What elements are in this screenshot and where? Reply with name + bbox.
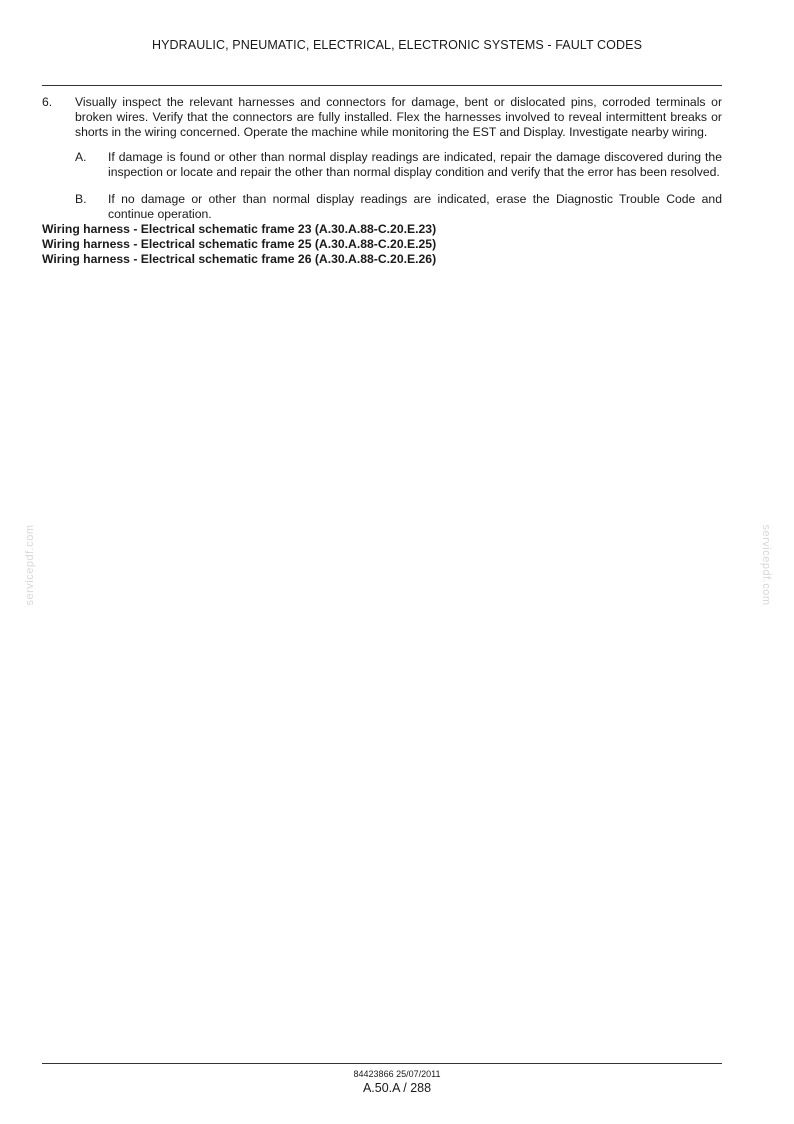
footer-divider (42, 1063, 722, 1064)
page-footer (0, 1068, 794, 1096)
document-code: 84423866 25/07/2011 (353, 1069, 441, 1079)
watermark-right: servicepdf.com (760, 524, 772, 606)
step-number: 6. (42, 95, 53, 109)
substep-letter: B. (75, 192, 87, 206)
page-header-title: HYDRAULIC, PNEUMATIC, ELECTRICAL, ELECTRONIC SYSTEMS - FAULT CODES (151, 38, 643, 52)
watermark-left: servicepdf.com (24, 524, 36, 606)
reference-links (42, 222, 722, 267)
substep-b (75, 192, 722, 222)
reference-link-frame-23[interactable]: Wiring harness - Electrical schematic frame 23 (A.30.A.88-C.20.E.23) (42, 222, 437, 236)
procedure-step (42, 95, 722, 140)
header-divider (42, 85, 722, 86)
substep-a (75, 150, 722, 180)
reference-link-frame-26[interactable]: Wiring harness - Electrical schematic frame 26 (A.30.A.88-C.20.E.26) (42, 252, 437, 266)
page-content (42, 95, 722, 267)
substep-text: If damage is found or other than normal display readings are indicated, repair the damage discovered during the inspection or locate and repair the other than normal display condition and verify that the error has been resolved. (108, 150, 722, 179)
substep-text: If no damage or other than normal display readings are indicated, erase the Diagnostic Trouble Code and continue operation. (108, 192, 722, 221)
page-number: A.50.A / 288 (362, 1081, 432, 1095)
substep-letter: A. (75, 150, 87, 164)
reference-link-frame-25[interactable]: Wiring harness - Electrical schematic frame 25 (A.30.A.88-C.20.E.25) (42, 237, 437, 251)
step-text: Visually inspect the relevant harnesses and connectors for damage, bent or dislocated pins, corroded terminals or broken wires. Verify that the connectors are fully installed. Flex the harnesses involved to reveal intermittent breaks or shorts in the wiring concerned. Operate the machine while monitoring the EST and Display. Investigate nearby wiring. (75, 95, 722, 139)
